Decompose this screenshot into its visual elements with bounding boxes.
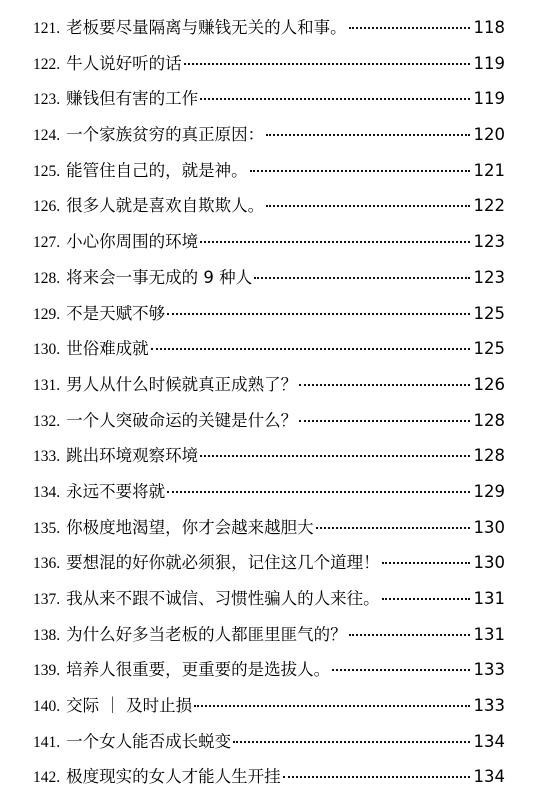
toc-entry-number: 137. [33,591,61,608]
toc-entry-page-number: 119 [473,53,505,73]
toc-entry-title: 为什么好多当老板的人都匪里匪气的？ [66,624,347,644]
toc-entry-page-number: 131 [473,589,505,608]
dot-leader [349,634,470,636]
toc-entry-number: 133. [33,448,61,466]
toc-entry-number: 141. [33,733,61,751]
toc-entry-title: 一个家族贫穷的真正原因： [66,125,265,145]
toc-entry-page-number: 125 [473,339,505,359]
table-of-contents [33,10,505,795]
toc-entry-number: 136. [33,555,61,573]
toc-entry[interactable] [33,545,505,581]
toc-entry-page-number: 123 [473,232,505,252]
toc-entry-number: 127. [33,234,61,252]
dot-leader [200,98,469,100]
dot-leader [266,205,469,207]
toc-entry-number: 123. [33,91,61,109]
toc-entry-title: 很多人就是喜欢自欺欺人。 [66,196,265,216]
toc-entry-title: 不是天赋不够 [66,303,166,323]
toc-entry-number: 134. [33,483,61,501]
toc-entry[interactable] [33,367,505,403]
toc-entry-title: 能管住自己的，就是神。 [66,160,248,180]
toc-entry[interactable] [33,117,505,153]
toc-entry[interactable] [33,617,505,653]
toc-entry[interactable] [33,224,505,260]
toc-entry-title: 赚钱但有害的工作 [66,89,199,109]
dot-leader [299,384,469,386]
toc-entry-title: 老板要尽量隔离与赚钱无关的人和事。 [66,18,347,37]
toc-entry-number: 121. [33,20,61,37]
toc-entry-number: 125. [33,162,61,180]
toc-entry-title: 将来会一事无成的 9 种人 [66,267,253,287]
toc-entry[interactable] [33,296,505,332]
toc-entry-page-number: 130 [473,553,505,573]
toc-entry-title: 牛人说好听的话 [66,53,182,73]
toc-entry-number: 129. [33,305,61,323]
toc-entry-page-number: 122 [473,196,505,216]
toc-entry[interactable] [33,81,505,117]
dot-leader [254,277,469,279]
toc-entry-page-number: 123 [473,267,505,287]
toc-entry[interactable] [33,153,505,189]
toc-entry-number: 138. [33,626,61,644]
toc-entry-page-number: 130 [473,517,505,537]
dot-leader [194,705,469,707]
toc-entry-page-number: 118 [473,18,505,37]
toc-entry-page-number: 133 [473,660,505,680]
dot-leader [299,420,469,422]
toc-entry-title: 世俗难成就 [66,339,149,359]
dot-leader [316,527,470,529]
toc-entry[interactable] [33,10,505,46]
dot-leader [184,63,470,65]
toc-entry-page-number: 119 [473,89,505,109]
toc-entry-page-number: 128 [473,446,505,466]
toc-entry-title: 跳出环境观察环境 [66,446,199,466]
dot-leader [233,741,469,743]
toc-entry-page-number: 129 [473,481,505,501]
dot-leader [200,455,469,457]
toc-entry[interactable] [33,688,505,724]
toc-entry-page-number: 125 [473,303,505,323]
dot-leader [349,27,470,29]
toc-entry-title: 我从来不跟不诚信、习惯性骗人的人来往。 [66,589,380,608]
dot-leader [382,562,470,564]
toc-entry[interactable] [33,652,505,688]
toc-entry[interactable] [33,188,505,224]
toc-entry-number: 139. [33,662,61,680]
toc-entry-title: 你极度地渴望，你才会越来越胆大 [66,517,314,537]
toc-entry[interactable] [33,510,505,546]
toc-entry[interactable] [33,759,505,795]
toc-entry-page-number: 120 [473,125,505,145]
toc-entry-page-number: 134 [473,767,505,787]
toc-entry-title: 永远不要将就 [66,481,166,501]
dot-leader [167,491,469,493]
toc-entry-page-number: 126 [473,374,505,394]
toc-entry-number: 122. [33,55,61,73]
toc-entry[interactable] [33,46,505,82]
dot-leader [151,348,470,350]
toc-entry-page-number: 134 [473,731,505,751]
toc-entry-number: 142. [33,769,61,787]
toc-entry[interactable] [33,438,505,474]
toc-entry[interactable] [33,724,505,760]
toc-entry-number: 135. [33,519,61,537]
dot-leader [167,313,469,315]
toc-entry-number: 124. [33,127,61,145]
toc-entry[interactable] [33,331,505,367]
dot-leader [250,170,470,172]
toc-entry-number: 128. [33,269,61,287]
toc-entry[interactable] [33,403,505,439]
toc-entry-title: 交际 ｜ 及时止损 [66,696,193,716]
toc-entry-title: 一个人突破命运的关键是什么？ [66,410,298,430]
toc-entry-title: 培养人很重要，更重要的是选拔人。 [66,660,331,680]
toc-entry-title: 男人从什么时候就真正成熟了？ [66,374,298,394]
dot-leader [266,134,469,136]
toc-entry-number: 126. [33,198,61,216]
dot-leader [200,241,469,243]
toc-entry-title: 一个女人能否成长蜕变 [66,731,232,751]
toc-entry-number: 130. [33,341,61,359]
dot-leader [332,669,469,671]
toc-entry-title: 小心你周围的环境 [66,232,199,252]
toc-entry-title: 要想混的好你就必须狠，记住这几个道理！ [66,553,380,573]
dot-leader [382,598,470,600]
toc-entry-page-number: 133 [473,696,505,716]
toc-entry-number: 131. [33,376,61,394]
toc-entry-page-number: 121 [473,160,505,180]
toc-entry[interactable] [33,260,505,296]
toc-entry-number: 132. [33,412,61,430]
toc-entry-page-number: 131 [473,624,505,644]
dot-leader [283,776,470,778]
toc-entry[interactable] [33,581,505,617]
toc-entry-page-number: 128 [473,410,505,430]
toc-entry-title: 极度现实的女人才能人生开挂 [66,767,281,787]
toc-entry-number: 140. [33,698,61,716]
toc-entry[interactable] [33,474,505,510]
